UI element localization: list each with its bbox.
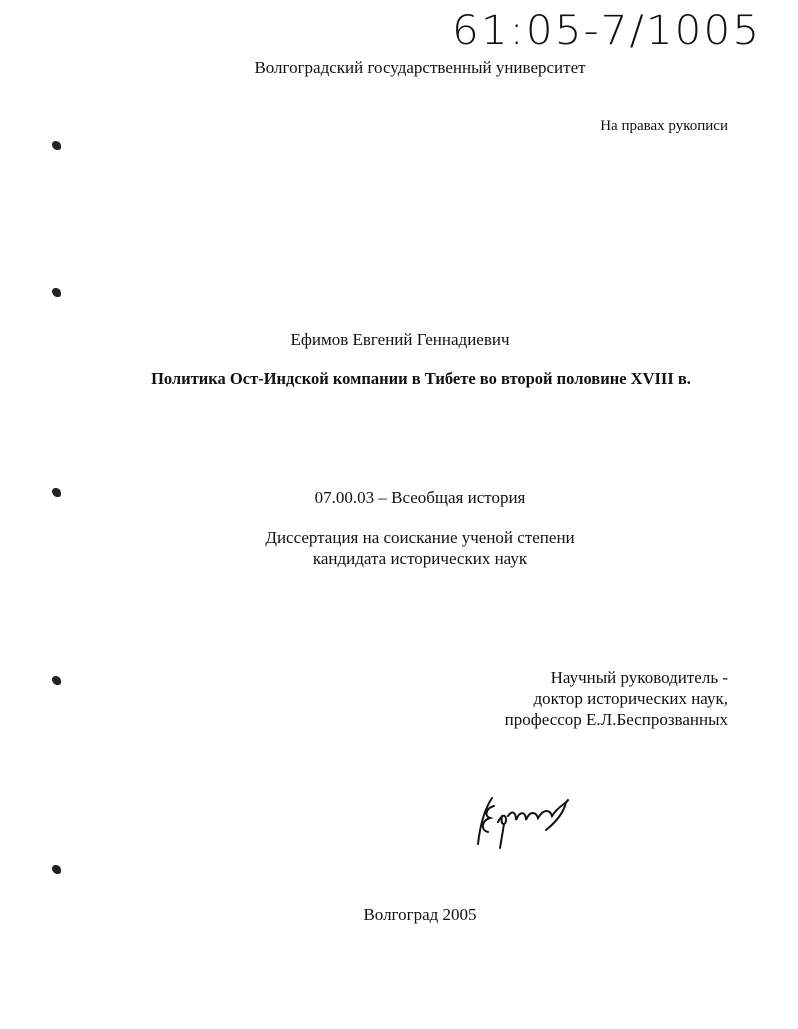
specialty: 07.00.03 – Всеобщая история: [314, 488, 526, 507]
supervisor-line-2: доктор исторических наук,: [533, 689, 728, 708]
author-name: Ефимов Евгений Геннадиевич: [290, 330, 510, 349]
scan-mark: [52, 141, 61, 150]
city-year: Волгоград 2005: [363, 905, 477, 924]
scan-mark: [52, 288, 61, 297]
degree-line-2: кандидата исторических наук: [312, 549, 528, 568]
supervisor-line-1: Научный руководитель -: [550, 668, 728, 687]
scan-mark: [52, 676, 61, 685]
scan-mark: [52, 865, 61, 874]
rights-note: На правах рукописи: [600, 118, 728, 134]
dissertation-title: Политика Ост-Индской компании в Тибете во второй половине XVIII в.: [151, 369, 691, 388]
signature: [470, 786, 590, 866]
degree-line-1: Диссертация на соискание ученой степени: [265, 528, 575, 547]
supervisor-line-3: профессор Е.Л.Беспрозванных: [504, 710, 728, 729]
handwritten-archive-number: 61:05-7/1005: [452, 8, 762, 54]
university-name: Волгоградский государственный университет: [254, 58, 586, 77]
